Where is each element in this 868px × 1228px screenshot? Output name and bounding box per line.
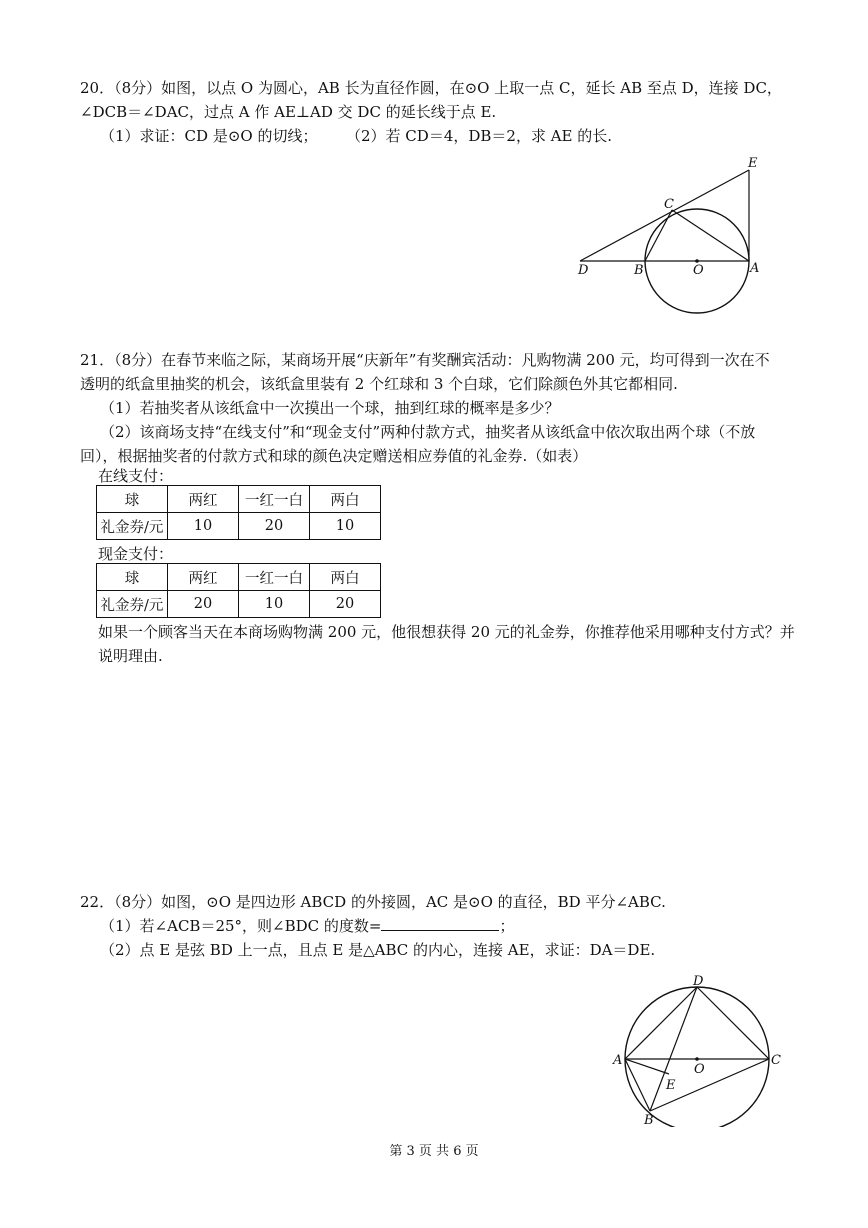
q20-label-o: O [693, 263, 704, 278]
q20-line-cb [645, 210, 672, 261]
q21-question1: 如果一个顾客当天在本商场购物满 200 元，他很想获得 20 元的礼金券，你推荐他采用哪种支付方式？并 [98, 623, 795, 641]
q22-center-dot [695, 1057, 699, 1061]
q22-figure [608, 975, 788, 1127]
table-header: 球 [97, 564, 168, 591]
q20-line1: 20．（8分）如图，以点 O 为圆心，AB 长为直径作圆，在⊙O 上取一点 C，延长 AB 至点 D，连接 DC， [80, 79, 782, 97]
q22-part2: （2）点 E 是弦 BD 上一点，且点 E 是△ABC 的内心，连接 AE，求证：DA＝DE. [100, 941, 656, 959]
q22-part1-row [100, 916, 514, 936]
q20-part1: （1）求证：CD 是⊙O 的切线； [100, 127, 318, 145]
q21-online-caption: 在线支付： [98, 467, 174, 485]
q22-label-b: B [644, 1113, 654, 1127]
q20-line2: ∠DCB＝∠DAC，过点 A 作 AE⊥AD 交 DC 的延长线于点 E. [80, 103, 497, 121]
table-row [97, 591, 381, 618]
q22-part1: （1）若∠ACB＝25°，则∠BDC 的度数= [100, 917, 382, 935]
table-header: 两红 [168, 486, 239, 513]
q21-part2a: （2）该商场支持“在线支付”和“现金支付”两种付款方式，抽奖者从该纸盒中依次取出两个球（不放 [100, 423, 756, 441]
q22-label-o: O [694, 1062, 705, 1077]
q22-part1-end: ； [499, 917, 515, 935]
q20-label-c: C [664, 197, 674, 212]
table-cell: 10 [310, 513, 381, 540]
q21-part1: （1）若抽奖者从该纸盒中一次摸出一个球，抽到红球的概率是多少？ [100, 399, 560, 417]
q22-label-c: C [771, 1053, 781, 1068]
q20-label-d: D [578, 263, 589, 278]
q21-line1: 21．（8分）在春节来临之际，某商场开展“庆新年”有奖酬宾活动：凡购物满 200 元，均可得到一次在不 [80, 351, 770, 369]
q22-answer-blank[interactable] [381, 916, 499, 931]
table-header: 两红 [168, 564, 239, 591]
q20-label-e: E [748, 156, 758, 171]
table-cell: 10 [168, 513, 239, 540]
q22-label-a: A [613, 1053, 623, 1068]
table-row [97, 486, 381, 513]
table-header: 一红一白 [239, 564, 310, 591]
q21-part2b: 回），根据抽奖者的付款方式和球的颜色决定赠送相应券值的礼金券.（如表） [80, 447, 588, 465]
table-row [97, 564, 381, 591]
q20-line-ca [672, 210, 749, 261]
q20-figure [570, 150, 780, 320]
table-header: 球 [97, 486, 168, 513]
q22-circle [625, 987, 769, 1127]
table-row-label: 礼金券/元 [97, 591, 168, 618]
q22-line-ad [625, 987, 697, 1059]
table-cell: 20 [239, 513, 310, 540]
table-cell: 20 [168, 591, 239, 618]
q22-label-e: E [666, 1078, 676, 1093]
table-cell: 20 [310, 591, 381, 618]
q22-line1: 22．（8分）如图，⊙O 是四边形 ABCD 的外接圆，AC 是⊙O 的直径，BD 平分∠ABC. [80, 893, 666, 911]
table-header: 两白 [310, 564, 381, 591]
q20-part2: （2）若 CD＝4，DB＝2，求 AE 的长. [346, 127, 613, 145]
table-cell: 10 [239, 591, 310, 618]
q22-label-d: D [693, 975, 704, 989]
table-header: 一红一白 [239, 486, 310, 513]
q21-question2: 说明理由. [98, 647, 163, 665]
table-header: 两白 [310, 486, 381, 513]
page-footer: 第 3 页 共 6 页 [389, 1144, 479, 1159]
q20-label-b: B [634, 263, 644, 278]
table-row-label: 礼金券/元 [97, 513, 168, 540]
table-row [97, 513, 381, 540]
q20-line-de [580, 170, 749, 261]
q20-label-a: A [750, 261, 760, 276]
q21-cash-caption: 现金支付： [98, 545, 174, 563]
q21-cash-table [96, 563, 381, 618]
q21-line2: 透明的纸盒里抽奖的机会，该纸盒里装有 2 个红球和 3 个白球，它们除颜色外其它都相同. [80, 375, 678, 393]
q22-line-dc [697, 987, 769, 1059]
q21-online-table [96, 485, 381, 540]
